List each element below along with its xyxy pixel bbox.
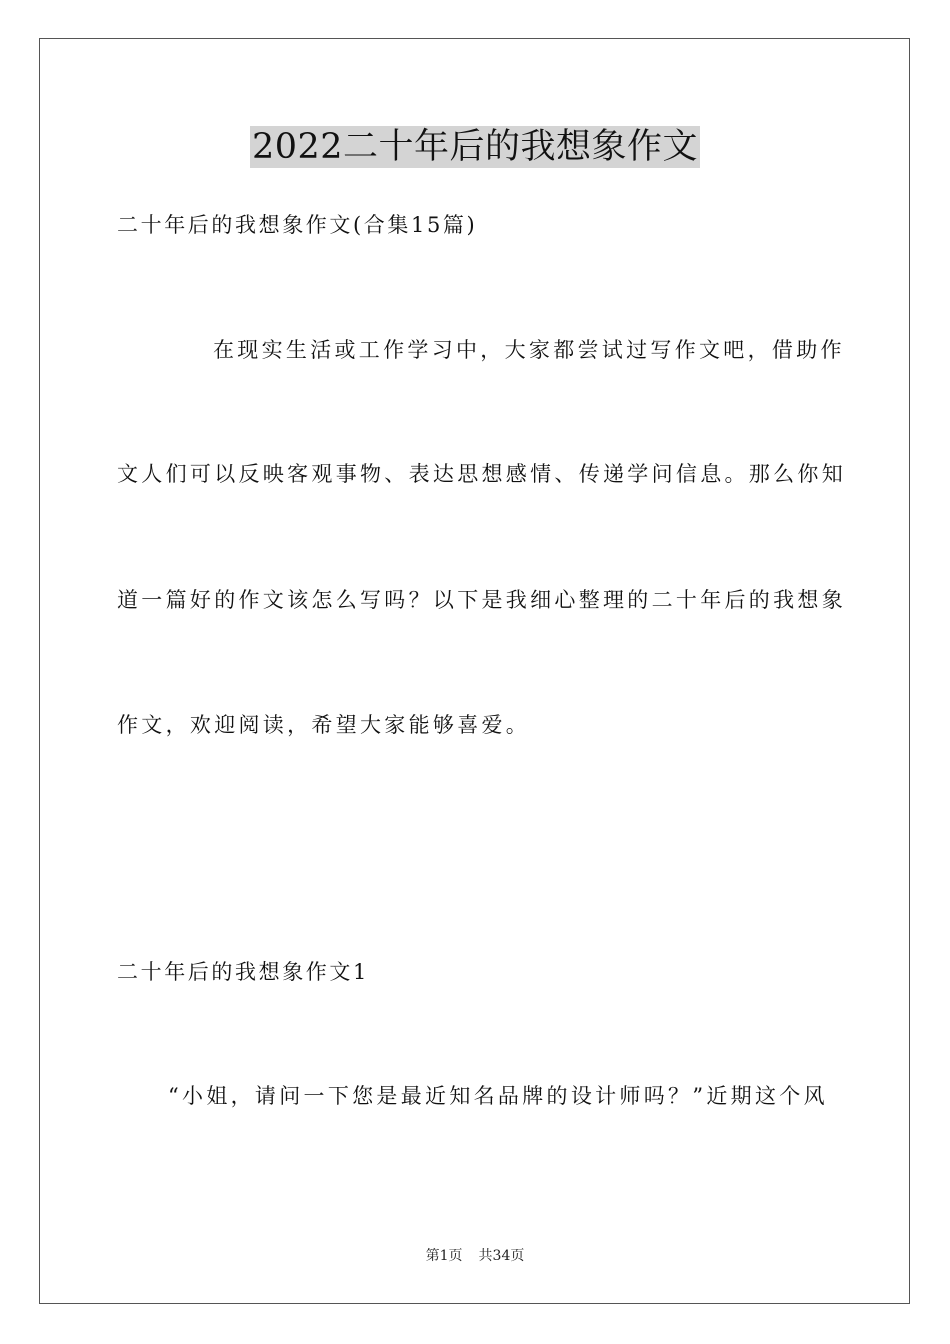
section-first-line: “小姐，请问一下您是最近知名品牌的设计师吗？”近期这个风 [168,1084,828,1108]
document-title: 2022二十年后的我想象作文 [251,127,699,167]
page-total: 共34页 [478,1248,525,1264]
section-heading: 二十年后的我想象作文1 [117,960,369,984]
intro-line-4: 作文，欢迎阅读，希望大家能够喜爱。 [117,713,531,737]
intro-line-1: 在现实生活或工作学习中，大家都尝试过写作文吧，借助作 [213,338,845,362]
title-container [0,126,950,168]
page-number: 第1页 [425,1248,463,1264]
intro-line-3: 道一篇好的作文该怎么写吗？以下是我细心整理的二十年后的我想象 [117,588,846,612]
intro-line-2: 文人们可以反映客观事物、表达思想感情、传递学问信息。那么你知 [117,462,846,486]
page-footer [0,1246,950,1266]
document-subtitle: 二十年后的我想象作文(合集15篇) [117,213,478,237]
